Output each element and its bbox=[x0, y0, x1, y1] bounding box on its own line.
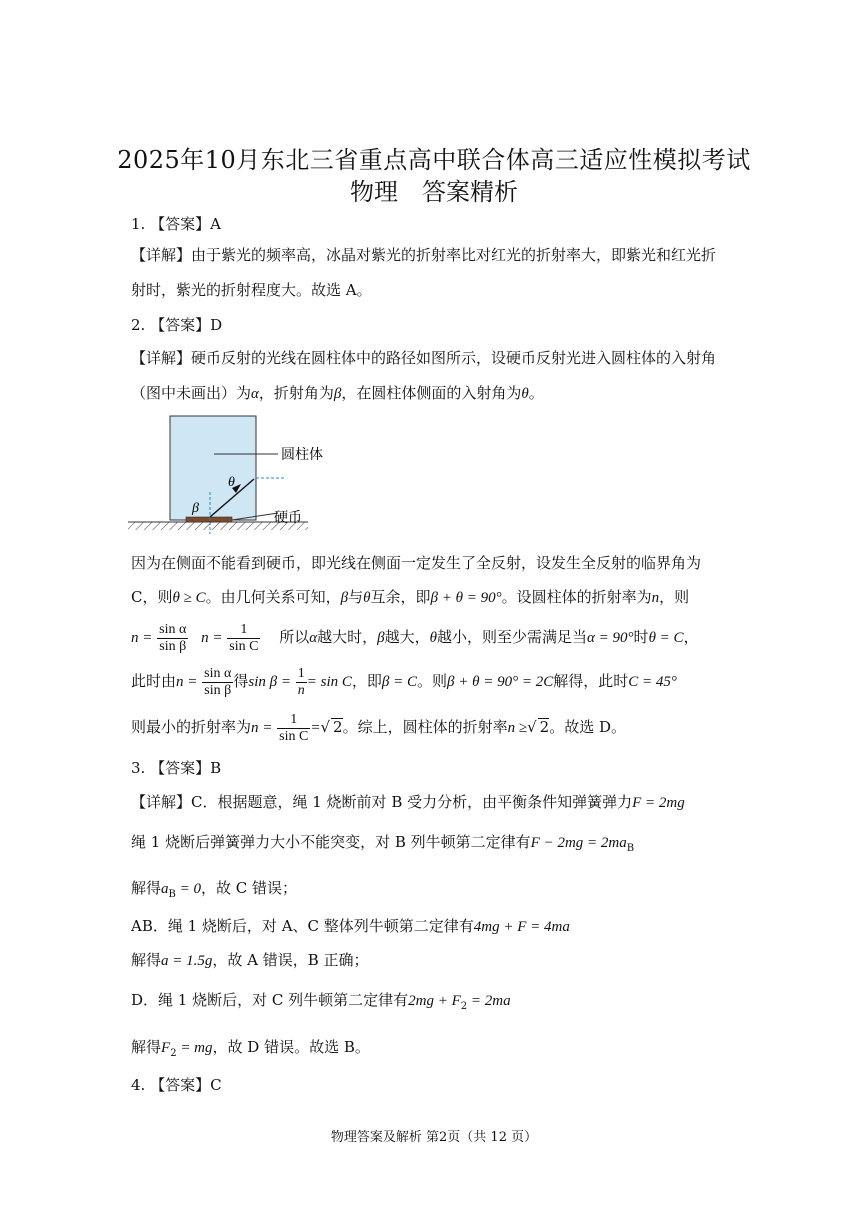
q2-para3 bbox=[131, 618, 699, 657]
fraction: $\frac{1}{\text{sin C}}$ bbox=[279, 711, 309, 744]
math: = 0 bbox=[175, 881, 201, 897]
text: 解得，此时 bbox=[553, 672, 629, 690]
text: ，故 C 错误； bbox=[201, 879, 298, 897]
math: n bbox=[651, 590, 660, 606]
sqrt: 2 bbox=[539, 718, 550, 736]
page-footer: 物理答案及解析 第2页（共 12 页） bbox=[330, 1130, 538, 1145]
math: 2mg + F bbox=[408, 993, 461, 1009]
math: β bbox=[340, 590, 349, 606]
q1-detail-line2: 射时，紫光的折射程度大。故选 A。 bbox=[131, 281, 372, 299]
q3-line1 bbox=[131, 792, 685, 813]
subscript: B bbox=[168, 889, 176, 900]
math: θ bbox=[429, 630, 438, 646]
label-theta: θ bbox=[228, 475, 235, 490]
label-coin: 硬币 bbox=[274, 511, 302, 526]
math: β bbox=[377, 630, 385, 646]
math: β + θ = 90° bbox=[430, 590, 502, 606]
text: 越大时， bbox=[317, 628, 378, 646]
math: β + θ = 90° = 2C bbox=[447, 674, 554, 690]
text: 。则 bbox=[417, 672, 448, 690]
math: F − 2mg = 2ma bbox=[530, 835, 627, 851]
q2-para4 bbox=[131, 662, 677, 701]
fraction: $\frac{\text{sin α}}{\text{sin β}}$ bbox=[159, 621, 187, 654]
math: n = bbox=[131, 630, 153, 646]
coin-shape bbox=[186, 517, 232, 522]
text: ，则 bbox=[659, 588, 690, 606]
text: 解得 bbox=[131, 1038, 162, 1056]
label-cylinder: 圆柱体 bbox=[281, 448, 323, 463]
text: ，即 bbox=[351, 672, 382, 690]
text: 。设圆柱体的折射率为 bbox=[501, 588, 652, 606]
q2-answer: 2. 【答案】D bbox=[131, 316, 223, 334]
q3-line7 bbox=[131, 1037, 370, 1064]
text: 互余，即 bbox=[370, 588, 431, 606]
math: β = C bbox=[381, 674, 418, 690]
math: a = 1.5g bbox=[161, 953, 213, 969]
q3-line2 bbox=[131, 832, 634, 859]
text: C，则 bbox=[131, 588, 173, 606]
text: ，在圆柱体侧面的入射角为 bbox=[341, 384, 522, 402]
text: 。故选 D。 bbox=[549, 718, 626, 736]
text: 得 bbox=[233, 672, 249, 690]
fraction: $\frac{1}{n}$ bbox=[297, 665, 305, 698]
text: 所以 bbox=[279, 628, 310, 646]
q3-line3 bbox=[131, 878, 297, 905]
math: = bbox=[310, 720, 321, 736]
q2-para1: 因为在侧面不能看到硬币，即光线在侧面一定发生了全反射，设发生全反射的临界角为 bbox=[131, 554, 702, 572]
math: n = bbox=[251, 720, 273, 736]
q3-line5 bbox=[131, 950, 369, 971]
text: 与 bbox=[348, 588, 364, 606]
q3-line6 bbox=[131, 990, 511, 1017]
page-subtitle: 物理 答案精析 bbox=[350, 178, 518, 206]
math: β bbox=[333, 386, 342, 402]
text: 时 bbox=[633, 628, 649, 646]
page-title: 2025年10月东北三省重点高中联合体高三适应性模拟考试 bbox=[117, 146, 751, 174]
math: θ bbox=[363, 590, 371, 606]
q1-answer: 1. 【答案】A bbox=[131, 215, 221, 233]
text: ，折射角为 bbox=[258, 384, 334, 402]
subscript: 2 bbox=[170, 1048, 177, 1059]
text: 越大， bbox=[384, 628, 430, 646]
text: 解得 bbox=[131, 879, 162, 897]
math: α bbox=[309, 630, 318, 646]
math: = mg bbox=[176, 1040, 213, 1056]
q4-answer: 4. 【答案】C bbox=[131, 1076, 222, 1094]
text: 则最小的折射率为 bbox=[131, 718, 252, 736]
text: 绳 1 烧断后弹簧弹力大小不能突变，对 B 列牛顿第二定律有 bbox=[131, 833, 531, 851]
cylinder-body bbox=[170, 416, 256, 520]
text: 。 bbox=[528, 384, 544, 402]
fraction: $\frac{\text{sin α}}{\text{sin β}}$ bbox=[204, 665, 232, 698]
text: 。由几何关系可知， bbox=[205, 588, 341, 606]
fraction: $\frac{1}{\text{sin C}}$ bbox=[229, 621, 259, 654]
q3-line4 bbox=[131, 916, 570, 937]
math: 4mg + F = 4ma bbox=[473, 919, 570, 935]
subscript: B bbox=[626, 843, 635, 854]
math: α bbox=[251, 386, 259, 402]
math: θ bbox=[521, 386, 529, 402]
text: AB．绳 1 烧断后，对 A、C 整体列牛顿第二定律有 bbox=[131, 917, 474, 935]
math: F bbox=[161, 1040, 171, 1056]
q3-answer: 3. 【答案】B bbox=[131, 759, 222, 777]
math: θ ≥ C bbox=[172, 590, 206, 606]
math: sin β = bbox=[248, 674, 291, 690]
math: n ≥ bbox=[507, 720, 528, 736]
text: ，故 D 错误。故选 B。 bbox=[212, 1038, 370, 1056]
text: D．绳 1 烧断后，对 C 列牛顿第二定律有 bbox=[131, 991, 409, 1009]
text: 越小，则至少需满足当 bbox=[437, 628, 588, 646]
q2-para5: 则最小的折射率为n = $\frac{1}{\text{sin C}}$ =√ 2。综上，圆柱体的折射率n ≥√ 2。故选 D。 bbox=[131, 711, 626, 744]
q2-detail-line2 bbox=[131, 383, 544, 404]
text: 此时由 bbox=[131, 672, 177, 690]
math: n = bbox=[176, 674, 198, 690]
subscript: 2 bbox=[460, 1001, 468, 1012]
math: a bbox=[161, 881, 169, 897]
math: α = 90° bbox=[587, 630, 634, 646]
cylinder-figure bbox=[128, 410, 338, 540]
math: F = 2mg bbox=[632, 795, 685, 811]
text: （图中未画出）为 bbox=[131, 384, 252, 402]
text: 。综上，圆柱体的折射率 bbox=[342, 718, 508, 736]
q2-detail-line1: 【详解】硬币反射的光线在圆柱体中的路径如图所示，设硬币反射光进入圆柱体的入射角 bbox=[131, 349, 717, 367]
text: 【详解】C．根据题意，绳 1 烧断前对 B 受力分析，由平衡条件知弹簧弹力 bbox=[131, 793, 633, 811]
text: ，故 A 错误，B 正确； bbox=[212, 951, 369, 969]
math: C = 45° bbox=[628, 674, 677, 690]
math: θ = C bbox=[648, 630, 684, 646]
q1-detail-line1: 【详解】由于紫光的频率高，冰晶对紫光的折射率比对红光的折射率大，即紫光和红光折 bbox=[131, 246, 717, 264]
sqrt: 2 bbox=[333, 718, 343, 736]
math: n = bbox=[201, 630, 223, 646]
text: ， bbox=[683, 628, 699, 646]
label-beta: β bbox=[192, 501, 199, 516]
math: = sin C bbox=[306, 674, 352, 690]
math: = 2ma bbox=[467, 993, 511, 1009]
text: 解得 bbox=[131, 951, 162, 969]
q2-para2 bbox=[131, 587, 689, 608]
